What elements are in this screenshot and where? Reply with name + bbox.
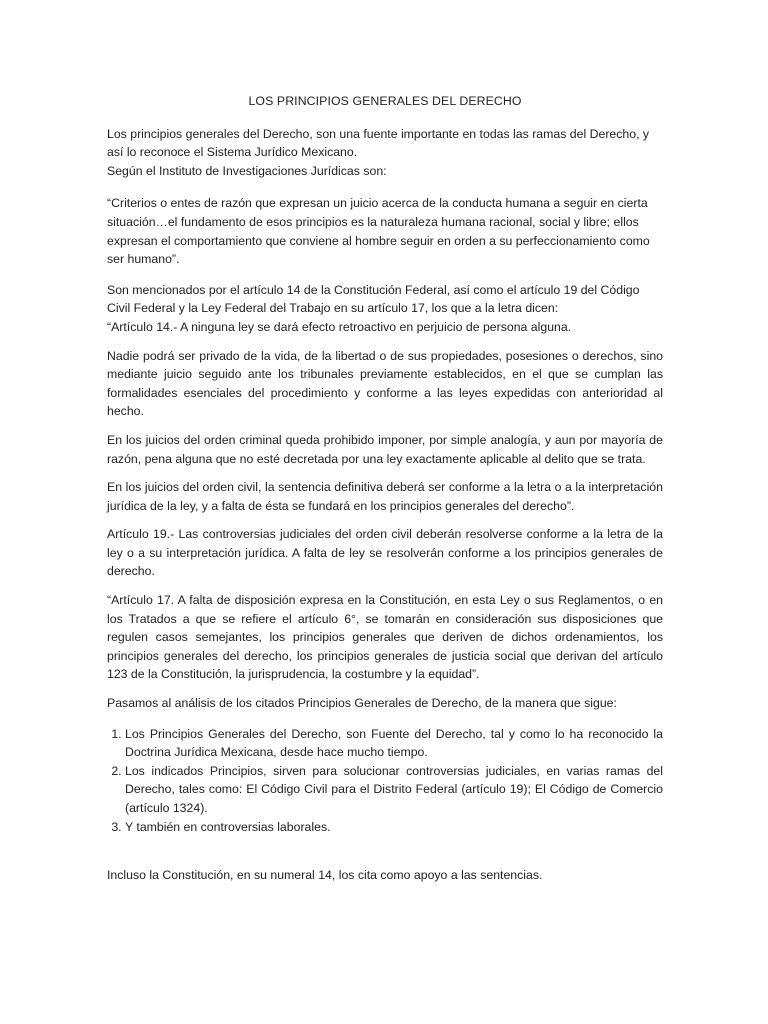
principles-list: [107, 725, 663, 837]
document-title: LOS PRINCIPIOS GENERALES DEL DERECHO: [248, 94, 522, 108]
paragraph-definition-quote: “Criterios o entes de razón que expresan un juicio acerca de la conducta humana a seguir en cierta situación…el fundamento de esos principios es la naturaleza humana racional, social y libre; ellos expresan el comportamiento que conviene al hombre seguir en orden a su perfeccionamiento como ser humano”.: [107, 196, 650, 267]
paragraph-article-14-second: Nadie podrá ser privado de la vida, de la libertad o de sus propiedades, posesiones o derechos, sino mediante juicio seguido ante los tribunales previamente establecidos, en el que se cumplan las formalidades esenciales del procedimiento y conforme a las leyes expedidas con anterioridad al hecho.: [107, 348, 663, 419]
paragraph-article-14-fourth: En los juicios del orden civil, la sentencia definitiva deberá ser conforme a la letra o a la interpretación jurídica de la ley, y a falta de ésta se fundará en los principios generales del derecho”.: [107, 480, 663, 513]
list-item: 3. Y también en controversias laborales.: [125, 818, 663, 837]
paragraph-article-17: “Artículo 17. A falta de disposición expresa en la Constitución, en esta Ley o sus Reglamentos, o en los Tratados a que se refiere el artículo 6°, se tomarán en consideración sus disposiciones que regulen casos semejantes, los principios generales que deriven de dichos ordenamientos, los principios generales del derecho, los principios generales de justicia social que derivan del artículo 123 de la Constitución, la jurisprudencia, la costumbre y la equidad”.: [107, 593, 663, 682]
paragraph-mentions: Son mencionados por el artículo 14 de la Constitución Federal, así como el artículo 19 del Código Civil Federal y la Ley Federal del Trabajo en su artículo 17, los que a la letra dicen:: [107, 282, 640, 316]
list-item: 2. Los indicados Principios, sirven para solucionar controversias judiciales, en varias ramas del Derecho, tales como: El Código Civil para el Distrito Federal (artículo 19); El Código de Comercio (artículo 1324).: [125, 762, 663, 818]
paragraph-article-14: “Artículo 14.- A ninguna ley se dará efecto retroactivo en perjuicio de persona alguna.: [107, 319, 572, 334]
list-item: 1. Los Principios Generales del Derecho, son Fuente del Derecho, tal y como lo ha reconocido la Doctrina Jurídica Mexicana, desde hace mucho tiempo.: [125, 725, 663, 762]
paragraph-institute: Según el Instituto de Investigaciones Jurídicas son:: [107, 163, 387, 178]
paragraph-intro: Los principios generales del Derecho, son una fuente importante en todas las ramas del Derecho, y así lo reconoce el Sistema Jurídico Mexicano.: [107, 126, 650, 160]
paragraph-analysis: Pasamos al análisis de los citados Principios Generales de Derecho, de la manera que sigue:: [107, 696, 617, 711]
paragraph-closing: Incluso la Constitución, en su numeral 14, los cita como apoyo a las sentencias.: [107, 868, 543, 883]
document-body: [107, 92, 663, 885]
paragraph-article-19: Artículo 19.- Las controversias judiciales del orden civil deberán resolverse conforme a la letra de la ley o a su interpretación jurídica. A falta de ley se resolverán conforme a los principios generales de derecho.: [107, 527, 663, 579]
paragraph-article-14-third: En los juicios del orden criminal queda prohibido imponer, por simple analogía, y aun por mayoría de razón, pena alguna que no esté decretada por una ley exactamente aplicable al delito que se trata.: [107, 432, 663, 466]
